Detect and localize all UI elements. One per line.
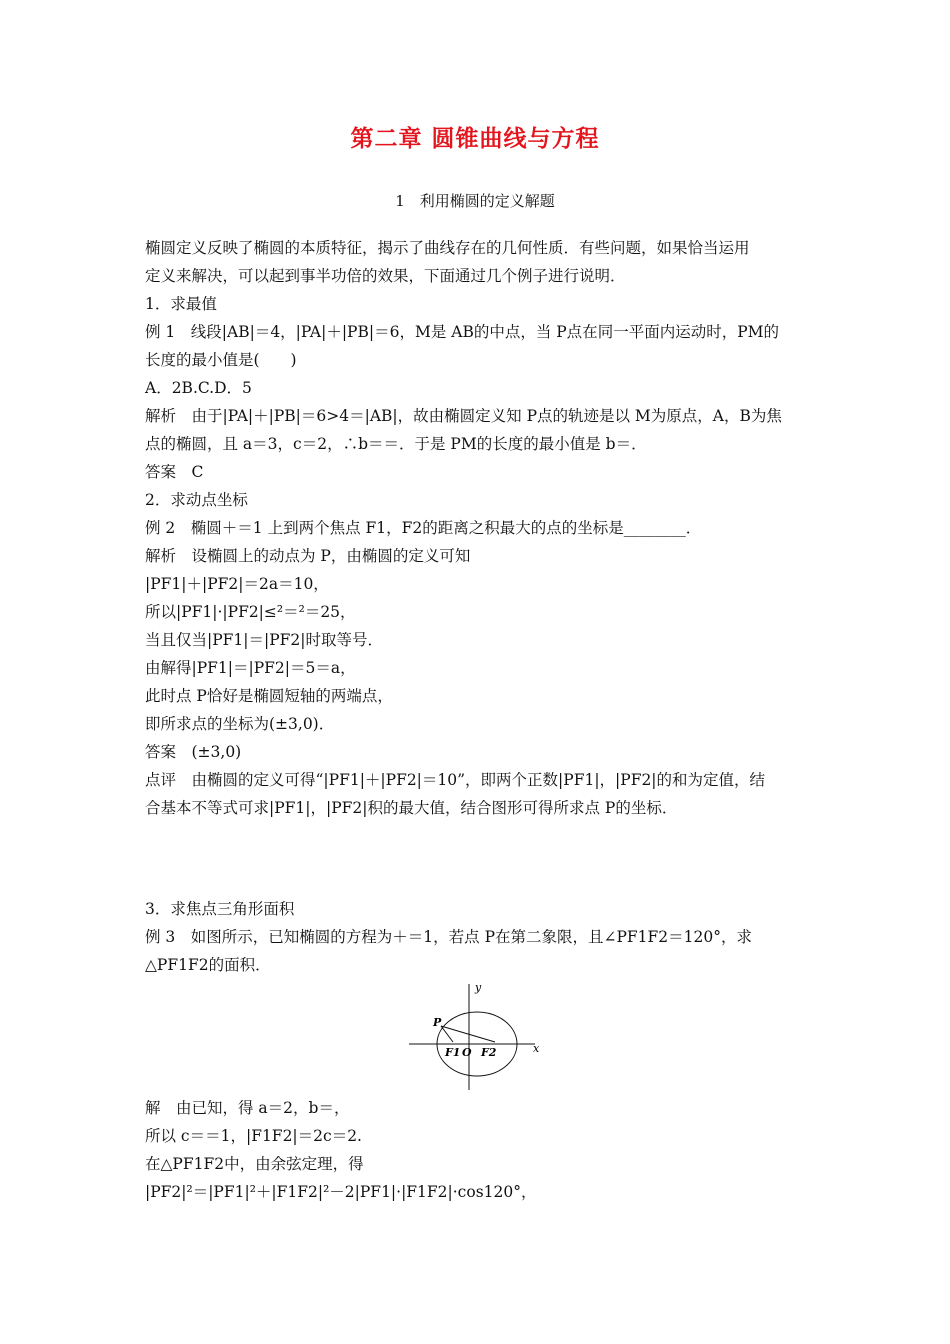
solution-1-line-2: 点的椭圆，且 a＝3，c＝2，∴b＝＝．于是 PM的长度的最小值是 b＝． [145, 435, 647, 453]
segment-pf1 [441, 1026, 453, 1042]
heading-2: 2．求动点坐标 [145, 491, 248, 509]
segment-pf2 [441, 1026, 495, 1042]
example-1-options: A．2B.C.D．5 [145, 379, 252, 397]
solution-3-line-1: 解 由已知，得 a＝2，b＝， [145, 1099, 350, 1117]
example-1-line-1: 例 1 线段|AB|＝4，|PA|＋|PB|＝6，M是 AB的中点，当 P点在同一平面内运动时，PM的 [145, 323, 779, 341]
solution-1-line-1: 解析 由于|PA|＋|PB|＝6>4＝|AB|，故由椭圆定义知 P点的轨迹是以 M为原点，A，B为焦 [145, 407, 782, 425]
answer-2: 答案 (±3,0) [145, 743, 242, 761]
example-1-line-2: 长度的最小值是( ) [145, 351, 297, 369]
solution-2-line-1: 解析 设椭圆上的动点为 P，由椭圆的定义可知 [145, 547, 471, 565]
point-p-label: P [433, 1016, 442, 1029]
solution-3-line-2: 所以 c＝＝1，|F1F2|＝2c＝2. [145, 1127, 362, 1145]
example-3-line-1: 例 3 如图所示，已知椭圆的方程为＋＝1，若点 P在第二象限，且∠PF1F2＝120°，求 [145, 928, 752, 946]
heading-3: 3．求焦点三角形面积 [145, 900, 295, 918]
solution-2-line-6: 此时点 P恰好是椭圆短轴的两端点， [145, 687, 393, 705]
solution-2-line-7: 即所求点的坐标为(±3,0)． [145, 715, 335, 733]
focus-f2-label: F2 [481, 1046, 497, 1059]
heading-1: 1．求最值 [145, 295, 217, 313]
solution-3-line-4: |PF2|²＝|PF1|²＋|F1F2|²－2|PF1|·|F1F2|·cos120°， [145, 1183, 537, 1201]
y-axis-label: y [475, 981, 482, 994]
comment-2-line-1: 点评 由椭圆的定义可得“|PF1|＋|PF2|＝10”，即两个正数|PF1|，|PF2|的和为定值，结 [145, 771, 766, 789]
example-2-line-1: 例 2 椭圆＋＝1 上到两个焦点 F1，F2的距离之积最大的点的坐标是________． [145, 519, 702, 537]
chapter-title: 第二章 圆锥曲线与方程 [350, 126, 600, 152]
intro-line-2: 定义来解决，可以起到事半功倍的效果，下面通过几个例子进行说明． [145, 267, 626, 285]
solution-3-line-3: 在△PF1F2中，由余弦定理，得 [145, 1155, 364, 1173]
solution-2-line-3: 所以|PF1|·|PF2|≤²＝²＝25， [145, 603, 356, 621]
solution-2-line-2: |PF1|＋|PF2|＝2a＝10， [145, 575, 329, 593]
example-3-line-2: △PF1F2的面积． [145, 956, 271, 974]
answer-1: 答案 C [145, 463, 204, 481]
origin-label: O [462, 1046, 472, 1059]
section-title: 1 利用椭圆的定义解题 [395, 192, 555, 210]
intro-line-1: 椭圆定义反映了椭圆的本质特征，揭示了曲线存在的几何性质．有些问题，如果恰当运用 [145, 239, 750, 257]
solution-2-line-5: 由解得|PF1|＝|PF2|＝5＝a， [145, 659, 356, 677]
solution-2-line-4: 当且仅当|PF1|＝|PF2|时取等号． [145, 631, 383, 649]
focus-f1-label: F1 [445, 1046, 461, 1059]
comment-2-line-2: 合基本不等式可求|PF1|，|PF2|积的最大值，结合图形可得所求点 P的坐标． [145, 799, 678, 817]
x-axis-label: x [533, 1042, 540, 1055]
ellipse-figure [405, 980, 545, 1092]
